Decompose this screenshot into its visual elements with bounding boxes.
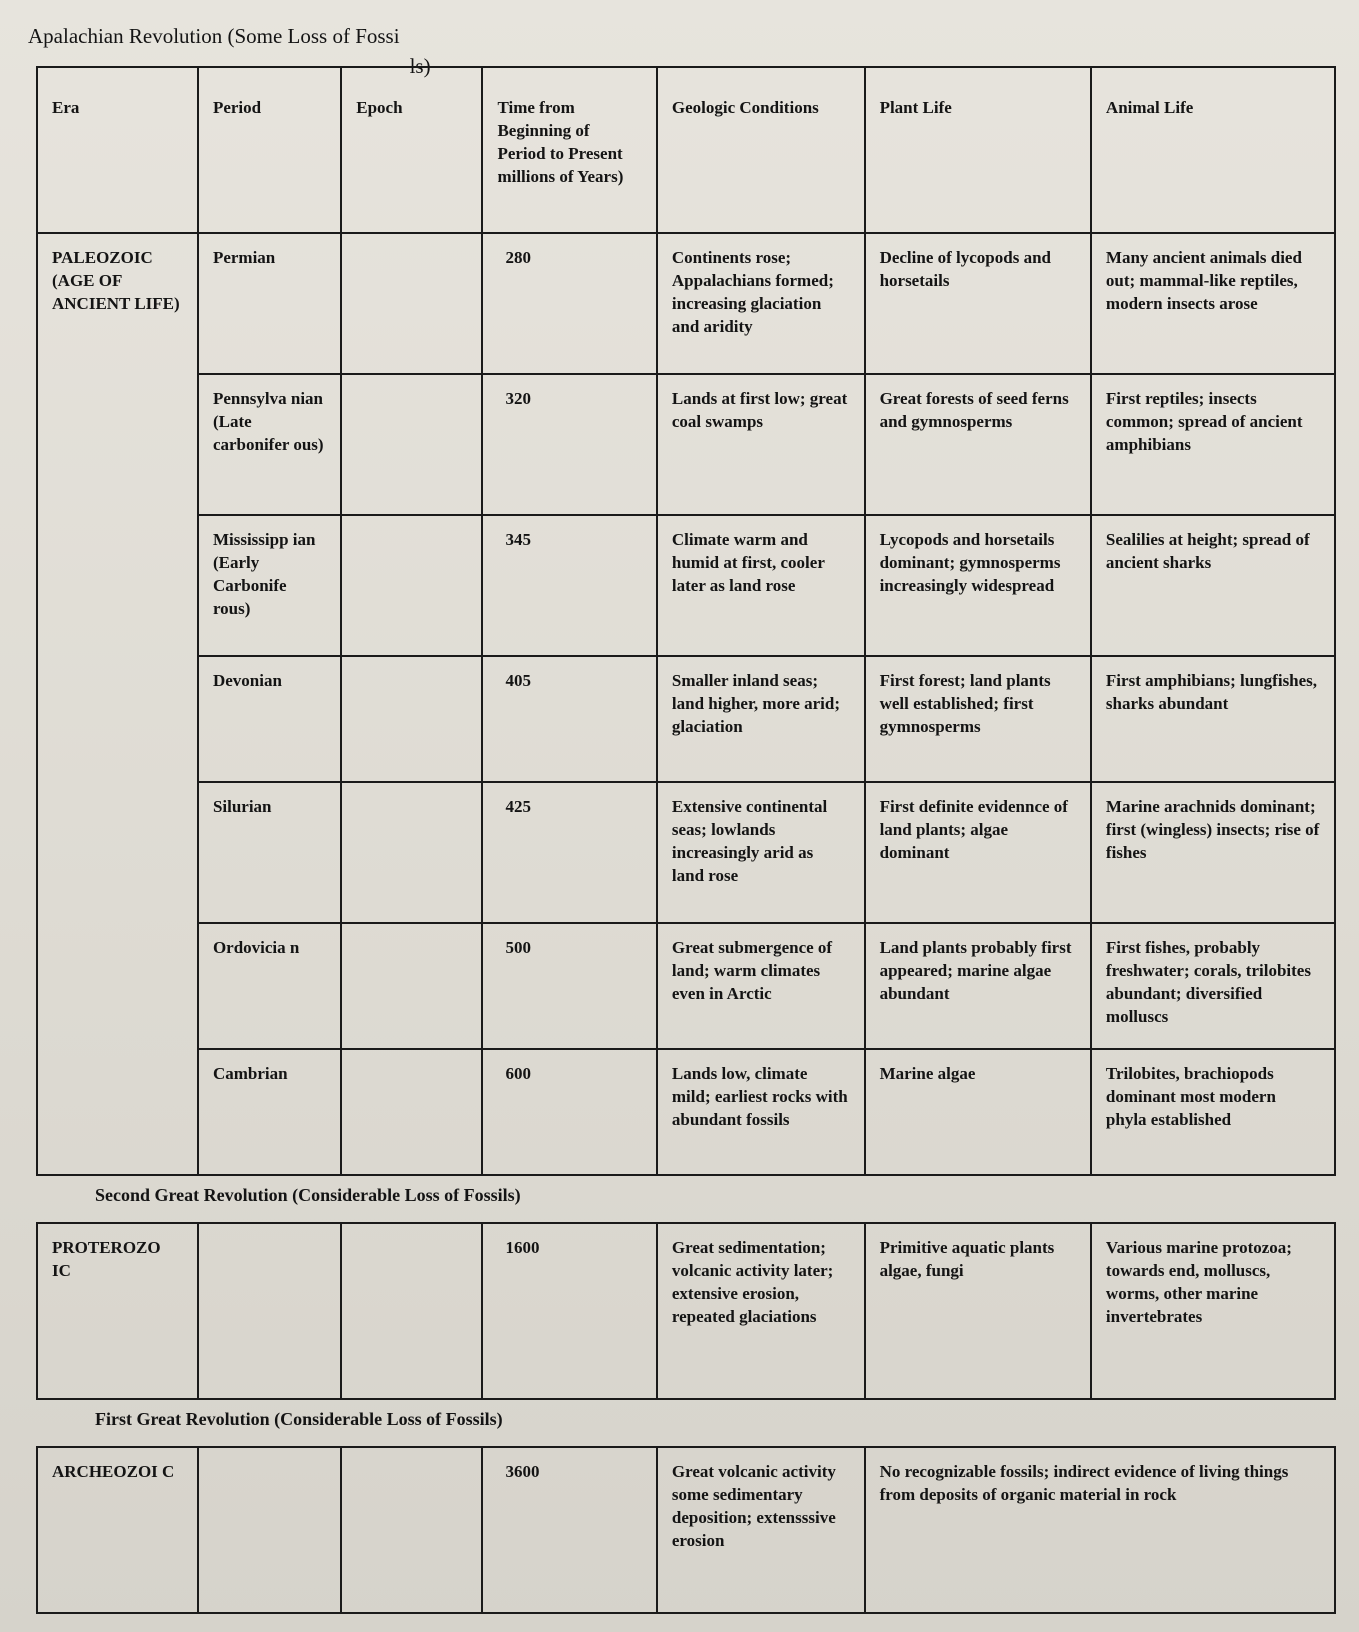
plant-cell: Primitive aquatic plants algae, fungi: [865, 1223, 1091, 1399]
period-cell: Silurian: [198, 782, 341, 923]
geologic-cell: Great sedimentation; volcanic activity later; extensive erosion, repeated glaciations: [657, 1223, 865, 1399]
era-cell-archeozoic: ARCHEOZOI C: [37, 1447, 198, 1613]
plant-cell: Decline of lycopods and horsetails: [865, 233, 1091, 374]
header-era: Era: [37, 67, 198, 233]
animal-cell: Marine arachnids dominant; first (wingless) insects; rise of fishes: [1091, 782, 1335, 923]
period-cell: Devonian: [198, 656, 341, 782]
geologic-cell: Extensive continental seas; lowlands increasingly arid as land rose: [657, 782, 865, 923]
plant-cell: Great forests of seed ferns and gymnosperms: [865, 374, 1091, 515]
table-row: [37, 1223, 1335, 1399]
epoch-cell: [341, 1447, 482, 1613]
epoch-cell: [341, 515, 482, 656]
time-cell: 500: [482, 923, 656, 1049]
header-animal-life: Animal Life: [1091, 67, 1335, 233]
geologic-cell: Smaller inland seas; land higher, more arid; glaciation: [657, 656, 865, 782]
time-cell: 600: [482, 1049, 656, 1175]
animal-cell: First fishes, probably freshwater; corals, trilobites abundant; diversified molluscs: [1091, 923, 1335, 1049]
header-row: [37, 67, 1335, 233]
geologic-cell: Climate warm and humid at first, cooler later as land rose: [657, 515, 865, 656]
animal-cell: Trilobites, brachiopods dominant most modern phyla established: [1091, 1049, 1335, 1175]
period-cell: Pennsylva nian (Late carbonifer ous): [198, 374, 341, 515]
time-cell: 345: [482, 515, 656, 656]
geologic-time-table: [36, 66, 1336, 1614]
table-row: [37, 374, 1335, 515]
table-row: [37, 782, 1335, 923]
table-row: [37, 515, 1335, 656]
header-epoch: Epoch: [341, 67, 482, 233]
period-cell: Mississipp ian (Early Carbonife rous): [198, 515, 341, 656]
header-geologic-conditions: Geologic Conditions: [657, 67, 865, 233]
geologic-cell: Continents rose; Appalachians formed; increasing glaciation and aridity: [657, 233, 865, 374]
era-cell-proterozoic: PROTEROZO IC: [37, 1223, 198, 1399]
header-period: Period: [198, 67, 341, 233]
animal-cell: Sealilies at height; spread of ancient sharks: [1091, 515, 1335, 656]
time-cell: 320: [482, 374, 656, 515]
period-cell: Cambrian: [198, 1049, 341, 1175]
table-row: [37, 923, 1335, 1049]
plant-cell: First definite evidennce of land plants; algae dominant: [865, 782, 1091, 923]
second-revolution-label: Second Great Revolution (Considerable Loss of Fossils): [37, 1175, 1335, 1223]
geologic-cell: Lands low, climate mild; earliest rocks with abundant fossils: [657, 1049, 865, 1175]
time-cell: 3600: [482, 1447, 656, 1613]
document-title: [28, 24, 431, 78]
period-cell: Ordovicia n: [198, 923, 341, 1049]
table-row: [37, 233, 1335, 374]
header-plant-life: Plant Life: [865, 67, 1091, 233]
geologic-cell: Great submergence of land; warm climates even in Arctic: [657, 923, 865, 1049]
plant-cell: Lycopods and horsetails dominant; gymnosperms increasingly widespread: [865, 515, 1091, 656]
animal-cell: Various marine protozoa; towards end, molluscs, worms, other marine invertebrates: [1091, 1223, 1335, 1399]
time-cell: 1600: [482, 1223, 656, 1399]
title-main: Apalachian Revolution (Some Loss of Fossi: [28, 24, 400, 48]
period-cell: [198, 1447, 341, 1613]
life-cell: No recognizable fossils; indirect evidence of living things from deposits of organic material in rock: [865, 1447, 1335, 1613]
period-cell: [198, 1223, 341, 1399]
plant-cell: First forest; land plants well established; first gymnosperms: [865, 656, 1091, 782]
animal-cell: First amphibians; lungfishes, sharks abundant: [1091, 656, 1335, 782]
geologic-cell: Great volcanic activity some sedimentary deposition; extensssive erosion: [657, 1447, 865, 1613]
epoch-cell: [341, 374, 482, 515]
title-tail: ls): [409, 54, 431, 78]
plant-cell: Marine algae: [865, 1049, 1091, 1175]
epoch-cell: [341, 923, 482, 1049]
epoch-cell: [341, 233, 482, 374]
plant-cell: Land plants probably first appeared; marine algae abundant: [865, 923, 1091, 1049]
period-cell: Permian: [198, 233, 341, 374]
table-row: [37, 656, 1335, 782]
epoch-cell: [341, 656, 482, 782]
revolution-row: [37, 1175, 1335, 1223]
epoch-cell: [341, 1049, 482, 1175]
era-cell-paleozoic: PALEOZOIC (AGE OF ANCIENT LIFE): [37, 233, 198, 1175]
first-revolution-label: First Great Revolution (Considerable Loss of Fossils): [37, 1399, 1335, 1447]
animal-cell: Many ancient animals died out; mammal-like reptiles, modern insects arose: [1091, 233, 1335, 374]
epoch-cell: [341, 1223, 482, 1399]
time-cell: 425: [482, 782, 656, 923]
time-cell: 280: [482, 233, 656, 374]
table-row: [37, 1447, 1335, 1613]
table-row: [37, 1049, 1335, 1175]
revolution-row: [37, 1399, 1335, 1447]
header-time: Time from Beginning of Period to Present millions of Years): [482, 67, 656, 233]
animal-cell: First reptiles; insects common; spread of ancient amphibians: [1091, 374, 1335, 515]
geologic-cell: Lands at first low; great coal swamps: [657, 374, 865, 515]
epoch-cell: [341, 782, 482, 923]
time-cell: 405: [482, 656, 656, 782]
